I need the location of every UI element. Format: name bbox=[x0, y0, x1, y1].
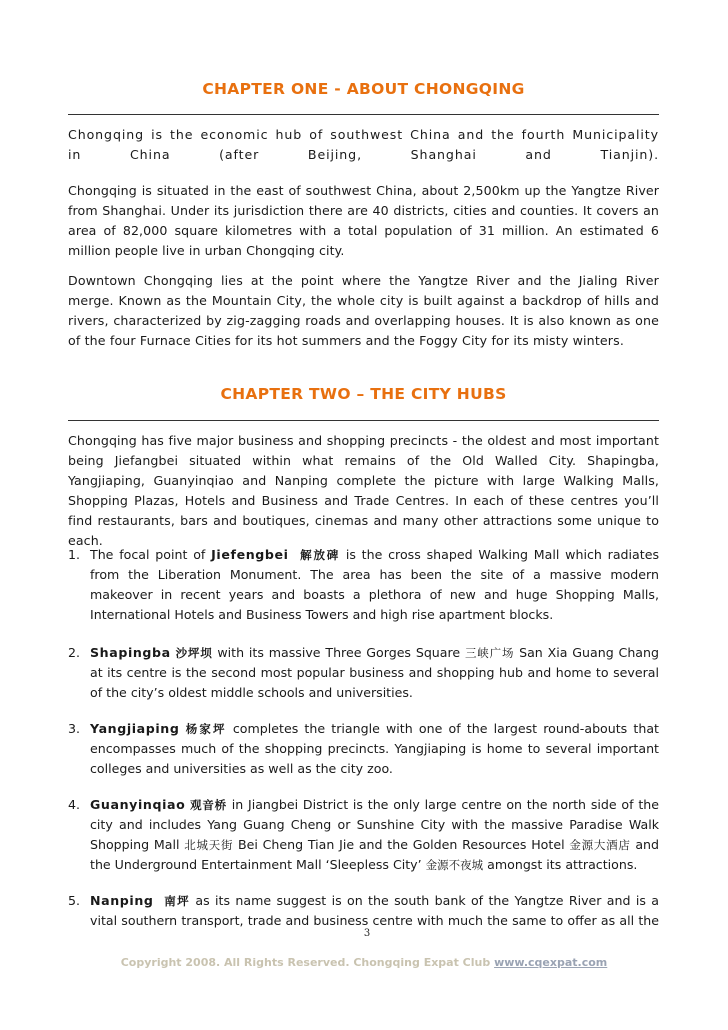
chapter-one-paragraph-1 bbox=[68, 113, 659, 165]
item-text: in Jiangbei District is the only large centre on the north side of the city and includes Yang Guang Cheng or Sunshine City with the massive Paradise Walk Shopping Mall bbox=[90, 797, 659, 852]
paragraph-text: Chongqing has five major business and shopping precincts - the oldest and most important being Jiefangbei situated within what remains of the Old Walled City. Shapingba, Yangjiaping, Guanyinqiao and Nanping complete the picture with large Walking Malls, Shopping Plazas, Hotels and Business and Trade Centres. In each of these centres you’ll find restaurants, bars and boutiques, cinemas and many other attractions some unique to each. bbox=[68, 433, 659, 548]
heading-divider bbox=[68, 420, 659, 421]
chapter-two-intro bbox=[68, 431, 659, 551]
item-chinese-text: 三峡广场 bbox=[464, 646, 515, 660]
page-number: 3 bbox=[363, 928, 371, 939]
item-term-chinese: 沙坪坝 bbox=[175, 646, 213, 660]
list-number: 1. bbox=[68, 547, 81, 562]
item-term: Yangjiaping bbox=[90, 721, 180, 736]
item-term: Jiefengbei bbox=[211, 547, 289, 562]
item-term-chinese: 南坪 bbox=[164, 894, 190, 908]
item-text: amongst its attractions. bbox=[483, 857, 638, 872]
item-term: Nanping bbox=[90, 893, 154, 908]
list-number: 4. bbox=[68, 797, 81, 812]
list-number: 5. bbox=[68, 893, 81, 908]
list-item-body bbox=[90, 719, 659, 779]
list-number: 3. bbox=[68, 721, 81, 736]
item-chinese-text: 金源不夜城 bbox=[425, 858, 484, 872]
page-footer bbox=[0, 956, 728, 969]
chapter-one-paragraph-2 bbox=[68, 181, 659, 261]
copyright-text: Copyright 2008. All Rights Reserved. Chongqing Expat Club bbox=[120, 956, 495, 969]
item-term: Guanyinqiao bbox=[90, 797, 186, 812]
item-term-chinese: 解放碑 bbox=[300, 548, 341, 562]
paragraph-text: Chongqing is situated in the east of southwest China, about 2,500km up the Yangtze River from Shanghai. Under its jurisdiction there are 40 districts, cities and counties. It covers an area of 82,000 square kilometres with a total population of 31 million. An estimated 6 million people live in urban Chongqing city. bbox=[68, 183, 659, 258]
item-chinese-text: 金源大酒店 bbox=[569, 838, 631, 852]
item-term-chinese: 杨家坪 bbox=[185, 722, 227, 736]
item-text: San Xia Guang Chang at its centre is the second most popular business and shopping hub and home to several of the city’s oldest middle schools and universities. bbox=[90, 645, 659, 700]
item-term-chinese: 观音桥 bbox=[190, 798, 227, 812]
chapter-one-paragraph-3 bbox=[68, 271, 659, 351]
item-text: is the cross shaped Walking Mall which radiates from the Liberation Monument. The area has been the site of a massive modern makeover in recent years and boasts a plethora of new and huge Shopping Malls, International Hotels and Business Towers and high rise apartment blocks. bbox=[90, 547, 660, 622]
website-link[interactable]: www.cqexpat.com bbox=[494, 956, 608, 969]
list-item-body bbox=[90, 545, 659, 625]
item-text: Bei Cheng Tian Jie and the Golden Resources Hotel bbox=[233, 837, 570, 852]
item-text: with its massive Three Gorges Square bbox=[212, 645, 465, 660]
item-text: completes the triangle with one of the largest round-abouts that encompasses much of the shopping precincts. Yangjiaping is home to several important colleges and universities as well as the city zoo. bbox=[90, 721, 659, 776]
list-item-body bbox=[90, 795, 659, 875]
list-number: 2. bbox=[68, 645, 81, 660]
paragraph-text: Downtown Chongqing lies at the point where the Yangtze River and the Jialing River merge. Known as the Mountain City, the whole city is built against a backdrop of hills and rivers, characterized by zig-zagging roads and overlapping houses. It is also known as one of the four Furnace Cities for its hot summers and the Foggy City for its misty winters. bbox=[68, 273, 659, 348]
item-term: Shapingba bbox=[90, 645, 171, 660]
paragraph-text: Chongqing is the economic hub of southwest China and the fourth Municipality in China (after Beijing, Shanghai and Tianjin). bbox=[68, 127, 659, 162]
chapter-one-heading: CHAPTER ONE - ABOUT CHONGQING bbox=[202, 80, 525, 98]
item-text: and the Underground Entertainment Mall ‘Sleepless City’ bbox=[90, 837, 660, 872]
item-text: as its name suggest is on the south bank of the Yangtze River and is a vital southern transport, trade and business centre with much the same to offer as all the bbox=[90, 893, 660, 928]
chapter-two-heading: CHAPTER TWO – THE CITY HUBS bbox=[220, 385, 507, 403]
list-item-body bbox=[90, 891, 659, 931]
item-chinese-text: 北城天街 bbox=[184, 838, 234, 852]
item-text: The focal point of bbox=[90, 547, 212, 562]
list-item-body bbox=[90, 643, 659, 703]
